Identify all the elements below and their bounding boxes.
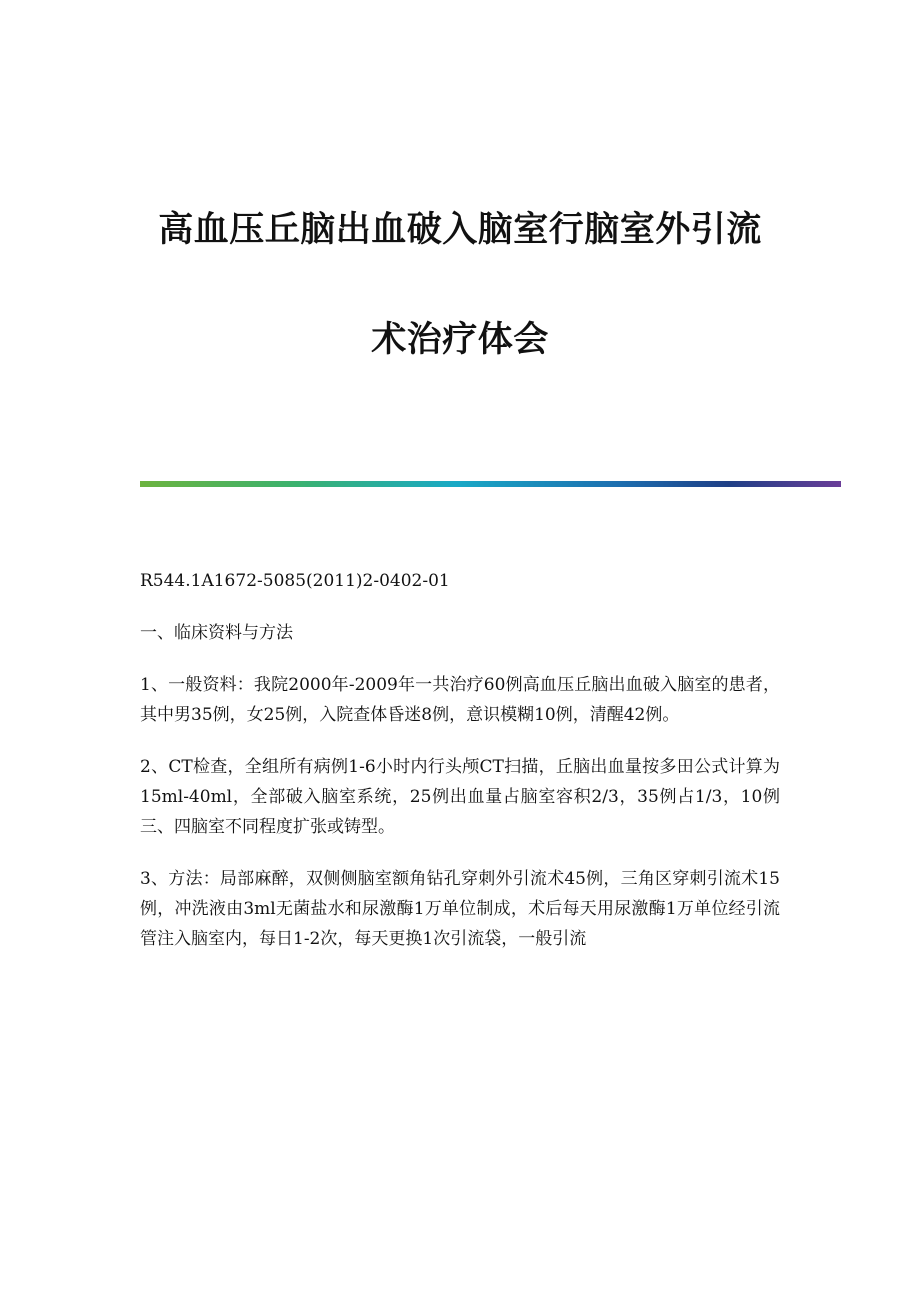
paragraph-3: 3、方法：局部麻醉，双侧侧脑室额角钻孔穿刺外引流术45例，三角区穿刺引流术15例，冲洗液由3ml无菌盐水和尿激酶1万单位制成，术后每天用尿激酶1万单位经引流管注入脑室内，每日1-2次，每天更换1次引流袋，一般引流: [140, 869, 780, 949]
title-line-1: 高血压丘脑出血破入脑室行脑室外引流: [158, 209, 762, 250]
section-heading: 一、临床资料与方法: [140, 623, 293, 643]
title-line-2: 术治疗体会: [371, 319, 549, 360]
document-title: [0, 210, 920, 360]
reference-code: R544.1A1672-5085(2011)2-0402-01: [140, 571, 450, 591]
paragraph-2: 2、CT检查，全组所有病例1-6小时内行头颅CT扫描，丘脑出血量按多田公式计算为15ml-40ml，全部破入脑室系统，25例出血量占脑室容积2/3，35例占1/3，10例三、四脑室不同程度扩张或铸型。: [140, 757, 780, 837]
gradient-divider: [140, 481, 841, 487]
document-body: [140, 566, 780, 976]
paragraph-1: 1、一般资料：我院2000年-2009年一共治疗60例高血压丘脑出血破入脑室的患者，其中男35例，女25例，入院查体昏迷8例，意识模糊10例，清醒42例。: [140, 675, 780, 725]
